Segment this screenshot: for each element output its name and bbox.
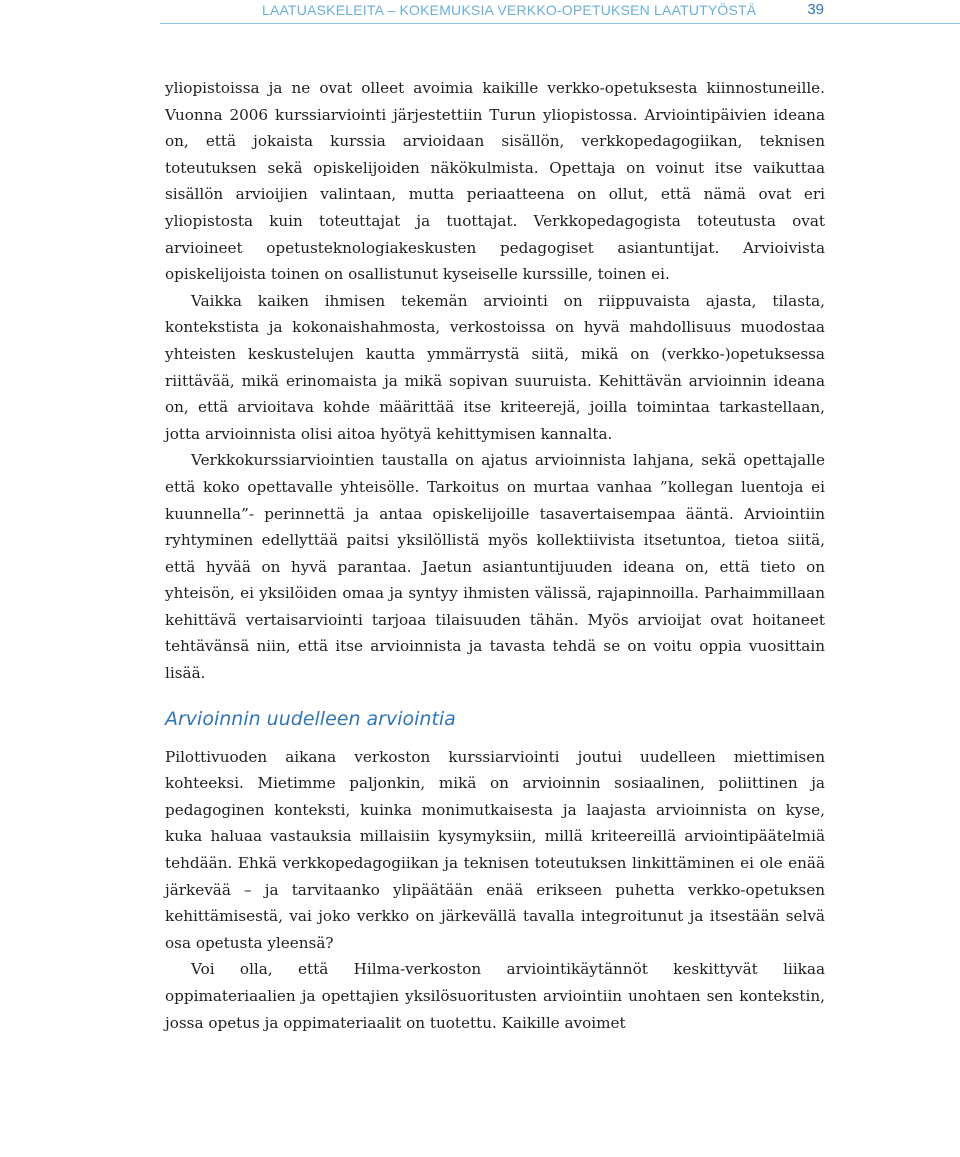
paragraph: Pilottivuoden aikana verkoston kurssiarviointi joutui uudelleen miettimisen kohteeksi. Mietimme paljonkin, mikä on arvioinnin sosiaalinen, poliittinen ja pedagoginen konteksti, kuinka monimutkaisesta ja laajasta arvioinnista on kyse, kuka haluaa vastauksia millaisiin kysymyksiin, millä kriteereillä arviointipäätelmiä tehdään. Ehkä verkkopedagogiikan ja teknisen toteutuksen linkittäminen ei ole enää järkevää – ja tarvitaanko ylipäätään enää erikseen puhetta verkko-opetuksen kehittämisestä, vai joko verkko on järkevällä tavalla integroitunut ja itsestään selvä osa opetusta yleensä?: [165, 747, 825, 952]
header-divider: [160, 23, 960, 24]
paragraph: Voi olla, että Hilma-verkoston arviointikäytännöt keskittyvät liikaa oppimateriaalien ja opettajien yksilösuoritusten arviointiin unohtaen sen kontekstin, jossa opetus ja oppimateriaalit on tuotettu. Kaikille avoimet: [165, 960, 825, 1032]
section-heading: Arvioinnin uudelleen arviointia: [165, 707, 456, 730]
paragraph-continued: yliopistoissa ja ne ovat olleet avoimia kaikille verkko-opetuksesta kiinnostuneille. Vuonna 2006 kurssiarviointi järjestettiin Turun yliopistossa. Arviointipäivien ideana on, että jokaista kurssia arvioidaan sisällön, verkkopedagogiikan, teknisen toteutuksen sekä opiskelijoiden näkökulmista. Opettaja on voinut itse vaikuttaa sisällön arvioijien valintaan, mutta periaatteena on ollut, että nämä ovat eri yliopistosta kuin toteuttajat ja tuottajat. Verkkopedagogista toteutusta ovat arvioineet opetusteknologiakeskusten pedagogiset asiantuntijat. Arvioivista opiskelijoista toinen on osallistunut kyseiselle kurssille, toinen ei.: [165, 79, 825, 284]
running-header-title: LAATUASKELEITA – KOKEMUKSIA VERKKO-OPETUKSEN LAATUTYÖSTÄ: [262, 2, 757, 18]
running-header: [0, 0, 960, 26]
paragraph: Vaikka kaiken ihmisen tekemän arviointi on riippuvaista ajasta, tilasta, kontekstista ja kokonaishahmosta, verkostoissa on hyvä mahdollisuus muodostaa yhteisten keskustelujen kautta ymmärrystä siitä, mikä on (verkko-)opetuksessa riittävää, mikä erinomaista ja mikä sopivan suuruista. Kehittävän arvioinnin ideana on, että arvioitava kohde määrittää itse kriteerejä, joilla toimintaa tarkastellaan, jotta arvioinnista olisi aitoa hyötyä kehittymisen kannalta.: [165, 291, 825, 443]
paragraph: Verkkokurssiarviointien taustalla on ajatus arvioinnista lahjana, sekä opettajalle että koko opettavalle yhteisölle. Tarkoitus on murtaa vanhaa ”kollegan luentoja ei kuunnella”- perinnettä ja antaa opiskelijoille tasavertaisempaa ääntä. Arviointiin ryhtyminen edellyttää paitsi yksilöllistä myös kollektiivista itsetuntoa, tietoa siitä, että hyvää on hyvä parantaa. Jaetun asiantuntijuuden ideana on, että tieto on yhteisön, ei yksilöiden omaa ja syntyy ihmisten välissä, rajapinnoilla. Parhaimmillaan kehittävä vertaisarviointi tarjoaa tilaisuuden tähän. Myös arvioijat ovat hoitaneet tehtävänsä niin, että itse arvioinnista ja tavasta tehdä se on voitu oppia vuosittain lisää.: [165, 451, 825, 683]
body-text: [165, 75, 825, 1036]
page-number: 39: [807, 1, 824, 18]
